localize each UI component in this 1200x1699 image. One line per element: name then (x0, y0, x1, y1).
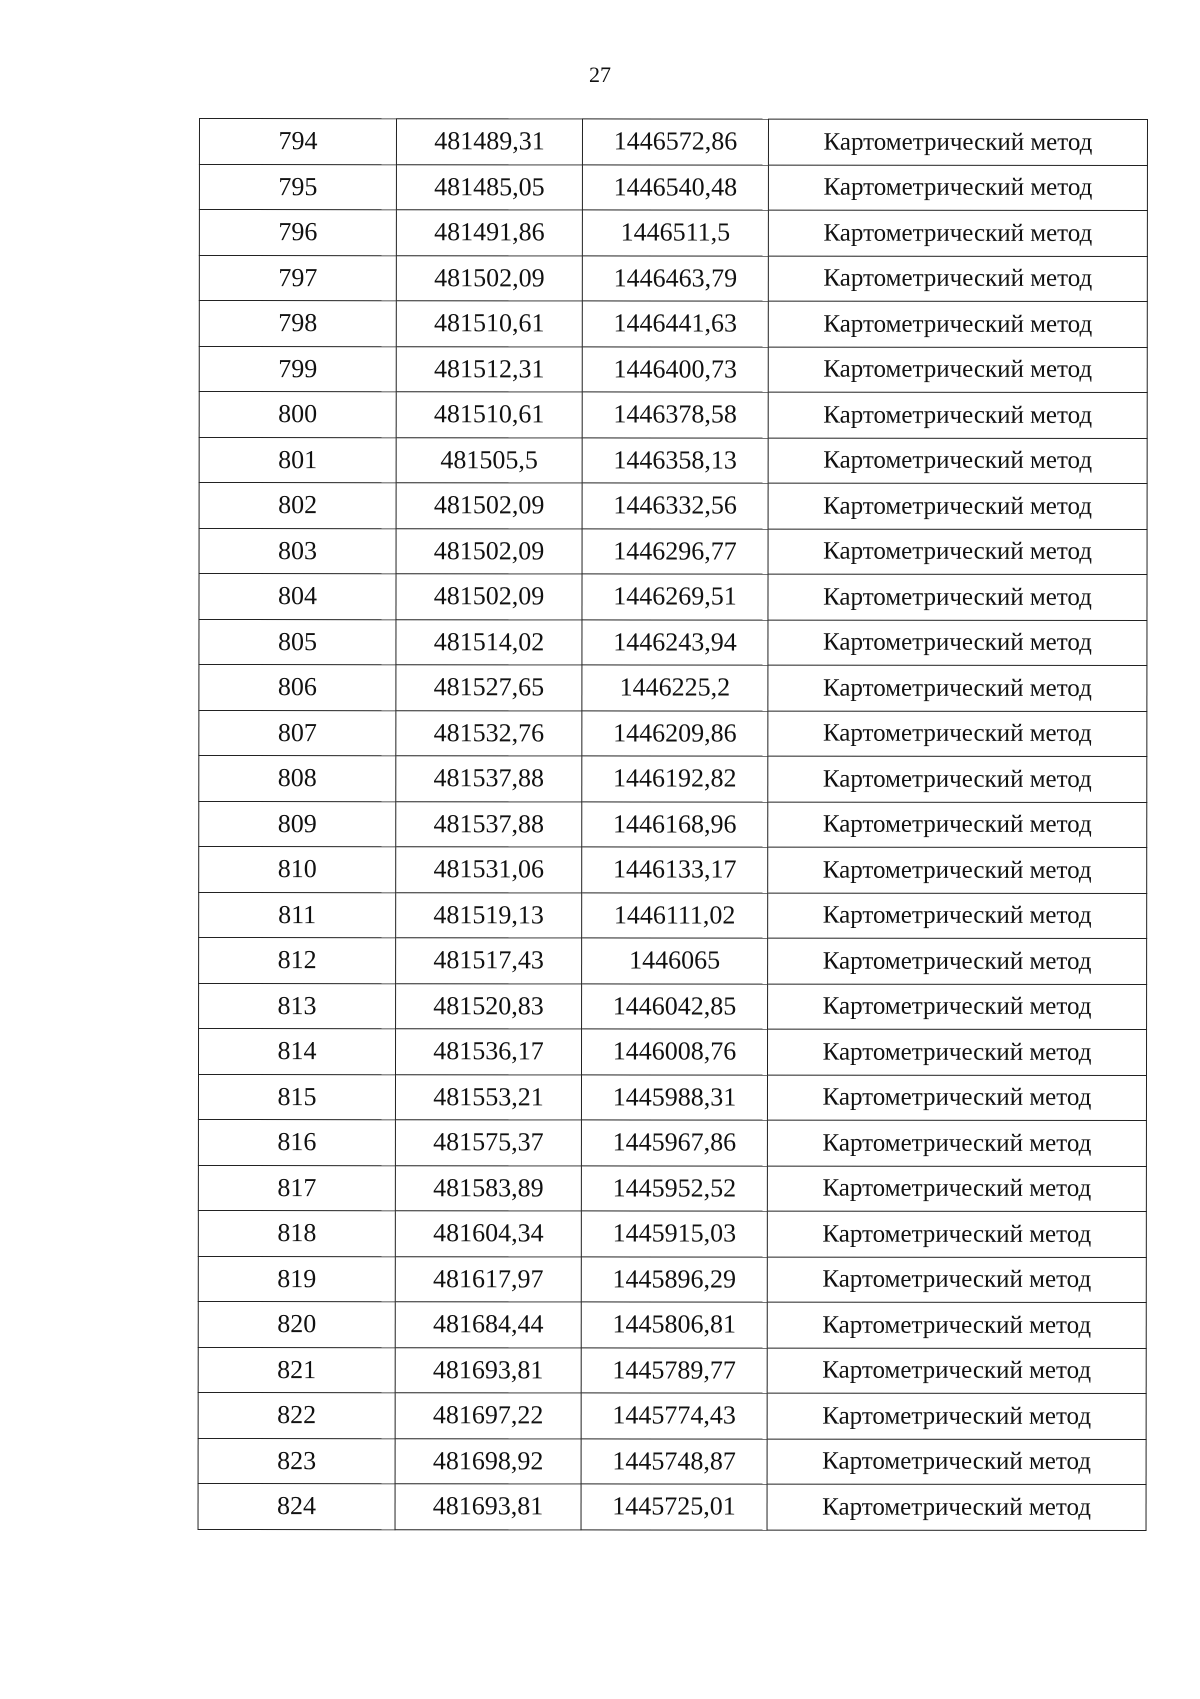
x-coordinate-cell: 481531,06 (396, 847, 582, 893)
table-row (199, 710, 1147, 756)
x-coordinate-cell: 481537,88 (396, 756, 582, 802)
x-coordinate-cell: 481485,05 (396, 164, 582, 210)
point-number-cell: 816 (198, 1120, 395, 1166)
y-coordinate-cell: 1446225,2 (582, 665, 768, 711)
y-coordinate-cell: 1446540,48 (582, 164, 768, 210)
y-coordinate-cell: 1445915,03 (581, 1211, 767, 1257)
point-number-cell: 797 (199, 255, 396, 301)
point-number-cell: 815 (198, 1074, 395, 1120)
point-number-cell: 810 (199, 847, 396, 893)
table-row (198, 1120, 1146, 1166)
table-row (199, 483, 1147, 529)
x-coordinate-cell: 481519,13 (396, 892, 582, 938)
table-row (199, 892, 1147, 938)
x-coordinate-cell: 481553,21 (395, 1074, 581, 1120)
x-coordinate-cell: 481527,65 (396, 665, 582, 711)
y-coordinate-cell: 1446042,85 (582, 983, 768, 1029)
y-coordinate-cell: 1446463,79 (582, 255, 768, 301)
method-cell: Картометрический метод (767, 1029, 1146, 1075)
table-row (199, 665, 1147, 711)
point-number-cell: 820 (198, 1301, 395, 1347)
point-number-cell: 805 (199, 619, 396, 665)
table-row (199, 301, 1147, 347)
x-coordinate-cell: 481583,89 (395, 1165, 581, 1211)
x-coordinate-cell: 481517,43 (396, 938, 582, 984)
method-cell: Картометрический метод (768, 665, 1147, 711)
table-row (199, 756, 1147, 802)
y-coordinate-cell: 1445789,77 (581, 1347, 767, 1393)
point-number-cell: 800 (199, 392, 396, 438)
x-coordinate-cell: 481502,09 (396, 255, 582, 301)
method-cell: Картометрический метод (768, 165, 1147, 211)
point-number-cell: 801 (199, 437, 396, 483)
y-coordinate-cell: 1446296,77 (582, 528, 768, 574)
x-coordinate-cell: 481510,61 (396, 392, 582, 438)
method-cell: Картометрический метод (768, 847, 1147, 893)
point-number-cell: 824 (198, 1483, 395, 1529)
table-row (199, 119, 1147, 165)
y-coordinate-cell: 1446065 (582, 938, 768, 984)
method-cell: Картометрический метод (768, 210, 1147, 256)
table-row (199, 437, 1147, 483)
point-number-cell: 822 (198, 1392, 395, 1438)
method-cell: Картометрический метод (767, 1393, 1146, 1439)
x-coordinate-cell: 481491,86 (396, 210, 582, 256)
y-coordinate-cell: 1446192,82 (582, 756, 768, 802)
y-coordinate-cell: 1446378,58 (582, 392, 768, 438)
y-coordinate-cell: 1446269,51 (582, 574, 768, 620)
point-number-cell: 798 (199, 301, 396, 347)
point-number-cell: 818 (198, 1210, 395, 1256)
table-row (199, 801, 1147, 847)
method-cell: Картометрический метод (768, 256, 1147, 302)
method-cell: Картометрический метод (767, 1302, 1146, 1348)
table-row (199, 210, 1147, 256)
x-coordinate-cell: 481502,09 (396, 528, 582, 574)
point-number-cell: 813 (199, 983, 396, 1029)
method-cell: Картометрический метод (768, 392, 1147, 438)
table-row (198, 1301, 1146, 1347)
table-row (199, 346, 1147, 392)
x-coordinate-cell: 481489,31 (396, 119, 582, 165)
x-coordinate-cell: 481505,5 (396, 437, 582, 483)
x-coordinate-cell: 481684,44 (395, 1302, 581, 1348)
table-row (199, 619, 1147, 665)
point-number-cell: 823 (198, 1438, 395, 1484)
x-coordinate-cell: 481532,76 (396, 710, 582, 756)
y-coordinate-cell: 1445952,52 (581, 1165, 767, 1211)
y-coordinate-cell: 1446441,63 (582, 301, 768, 347)
y-coordinate-cell: 1445725,01 (581, 1484, 767, 1530)
method-cell: Картометрический метод (767, 1348, 1146, 1394)
method-cell: Картометрический метод (767, 1484, 1146, 1530)
x-coordinate-cell: 481502,09 (396, 483, 582, 529)
table-row (199, 255, 1147, 301)
table-row (199, 983, 1147, 1029)
table-row (199, 164, 1147, 210)
y-coordinate-cell: 1445896,29 (581, 1256, 767, 1302)
x-coordinate-cell: 481693,81 (395, 1347, 581, 1393)
point-number-cell: 796 (199, 210, 396, 256)
table-row (198, 1438, 1146, 1484)
method-cell: Картометрический метод (768, 301, 1147, 347)
method-cell: Картометрический метод (768, 483, 1147, 529)
y-coordinate-cell: 1446008,76 (581, 1029, 767, 1075)
x-coordinate-cell: 481512,31 (396, 346, 582, 392)
y-coordinate-cell: 1445774,43 (581, 1393, 767, 1439)
y-coordinate-cell: 1446400,73 (582, 346, 768, 392)
table-row (198, 1483, 1146, 1529)
table-row (199, 847, 1147, 893)
point-number-cell: 814 (198, 1029, 395, 1075)
point-number-cell: 802 (199, 483, 396, 529)
y-coordinate-cell: 1446332,56 (582, 483, 768, 529)
y-coordinate-cell: 1446572,86 (582, 119, 768, 165)
table-row (199, 392, 1147, 438)
point-number-cell: 817 (198, 1165, 395, 1211)
table-row (198, 1165, 1146, 1211)
x-coordinate-cell: 481502,09 (396, 574, 582, 620)
point-number-cell: 806 (199, 665, 396, 711)
method-cell: Картометрический метод (768, 438, 1147, 484)
table-row (198, 1392, 1146, 1438)
method-cell: Картометрический метод (768, 574, 1147, 620)
table-row (198, 1029, 1146, 1075)
method-cell: Картометрический метод (768, 711, 1147, 757)
point-number-cell: 799 (199, 346, 396, 392)
x-coordinate-cell: 481575,37 (395, 1120, 581, 1166)
method-cell: Картометрический метод (767, 1166, 1146, 1212)
y-coordinate-cell: 1446243,94 (582, 619, 768, 665)
method-cell: Картометрический метод (768, 347, 1147, 393)
coordinates-table-body (198, 119, 1147, 1530)
y-coordinate-cell: 1446511,5 (582, 210, 768, 256)
table-row (199, 574, 1147, 620)
y-coordinate-cell: 1445967,86 (581, 1120, 767, 1166)
point-number-cell: 807 (199, 710, 396, 756)
method-cell: Картометрический метод (768, 119, 1147, 165)
x-coordinate-cell: 481693,81 (395, 1484, 581, 1530)
x-coordinate-cell: 481510,61 (396, 301, 582, 347)
x-coordinate-cell: 481617,97 (395, 1256, 581, 1302)
table-row (199, 528, 1147, 574)
point-number-cell: 808 (199, 756, 396, 802)
point-number-cell: 804 (199, 574, 396, 620)
table-row (198, 1210, 1146, 1256)
coordinates-table (198, 118, 1148, 1530)
x-coordinate-cell: 481520,83 (396, 983, 582, 1029)
method-cell: Картометрический метод (767, 1120, 1146, 1166)
method-cell: Картометрический метод (768, 802, 1147, 848)
y-coordinate-cell: 1446168,96 (582, 801, 768, 847)
x-coordinate-cell: 481536,17 (395, 1029, 581, 1075)
y-coordinate-cell: 1445748,87 (581, 1438, 767, 1484)
point-number-cell: 809 (199, 801, 396, 847)
y-coordinate-cell: 1446358,13 (582, 437, 768, 483)
method-cell: Картометрический метод (767, 1075, 1146, 1121)
method-cell: Картометрический метод (767, 1257, 1146, 1303)
y-coordinate-cell: 1445806,81 (581, 1302, 767, 1348)
method-cell: Картометрический метод (767, 1439, 1146, 1485)
page-number: 27 (589, 62, 611, 87)
y-coordinate-cell: 1446111,02 (582, 892, 768, 938)
method-cell: Картометрический метод (768, 938, 1147, 984)
x-coordinate-cell: 481537,88 (396, 801, 582, 847)
point-number-cell: 812 (199, 938, 396, 984)
table-row (198, 1347, 1146, 1393)
method-cell: Картометрический метод (768, 756, 1147, 802)
method-cell: Картометрический метод (768, 893, 1147, 939)
point-number-cell: 795 (199, 164, 396, 210)
point-number-cell: 803 (199, 528, 396, 574)
y-coordinate-cell: 1446209,86 (582, 710, 768, 756)
table-row (199, 938, 1147, 984)
method-cell: Картометрический метод (768, 984, 1147, 1030)
point-number-cell: 811 (199, 892, 396, 938)
method-cell: Картометрический метод (767, 1211, 1146, 1257)
point-number-cell: 819 (198, 1256, 395, 1302)
method-cell: Картометрический метод (768, 529, 1147, 575)
table-row (198, 1256, 1146, 1302)
x-coordinate-cell: 481697,22 (395, 1393, 581, 1439)
method-cell: Картометрический метод (768, 620, 1147, 666)
y-coordinate-cell: 1446133,17 (582, 847, 768, 893)
point-number-cell: 794 (199, 119, 396, 165)
x-coordinate-cell: 481604,34 (395, 1211, 581, 1257)
table-row (198, 1074, 1146, 1120)
x-coordinate-cell: 481698,92 (395, 1438, 581, 1484)
x-coordinate-cell: 481514,02 (396, 619, 582, 665)
y-coordinate-cell: 1445988,31 (581, 1074, 767, 1120)
point-number-cell: 821 (198, 1347, 395, 1393)
